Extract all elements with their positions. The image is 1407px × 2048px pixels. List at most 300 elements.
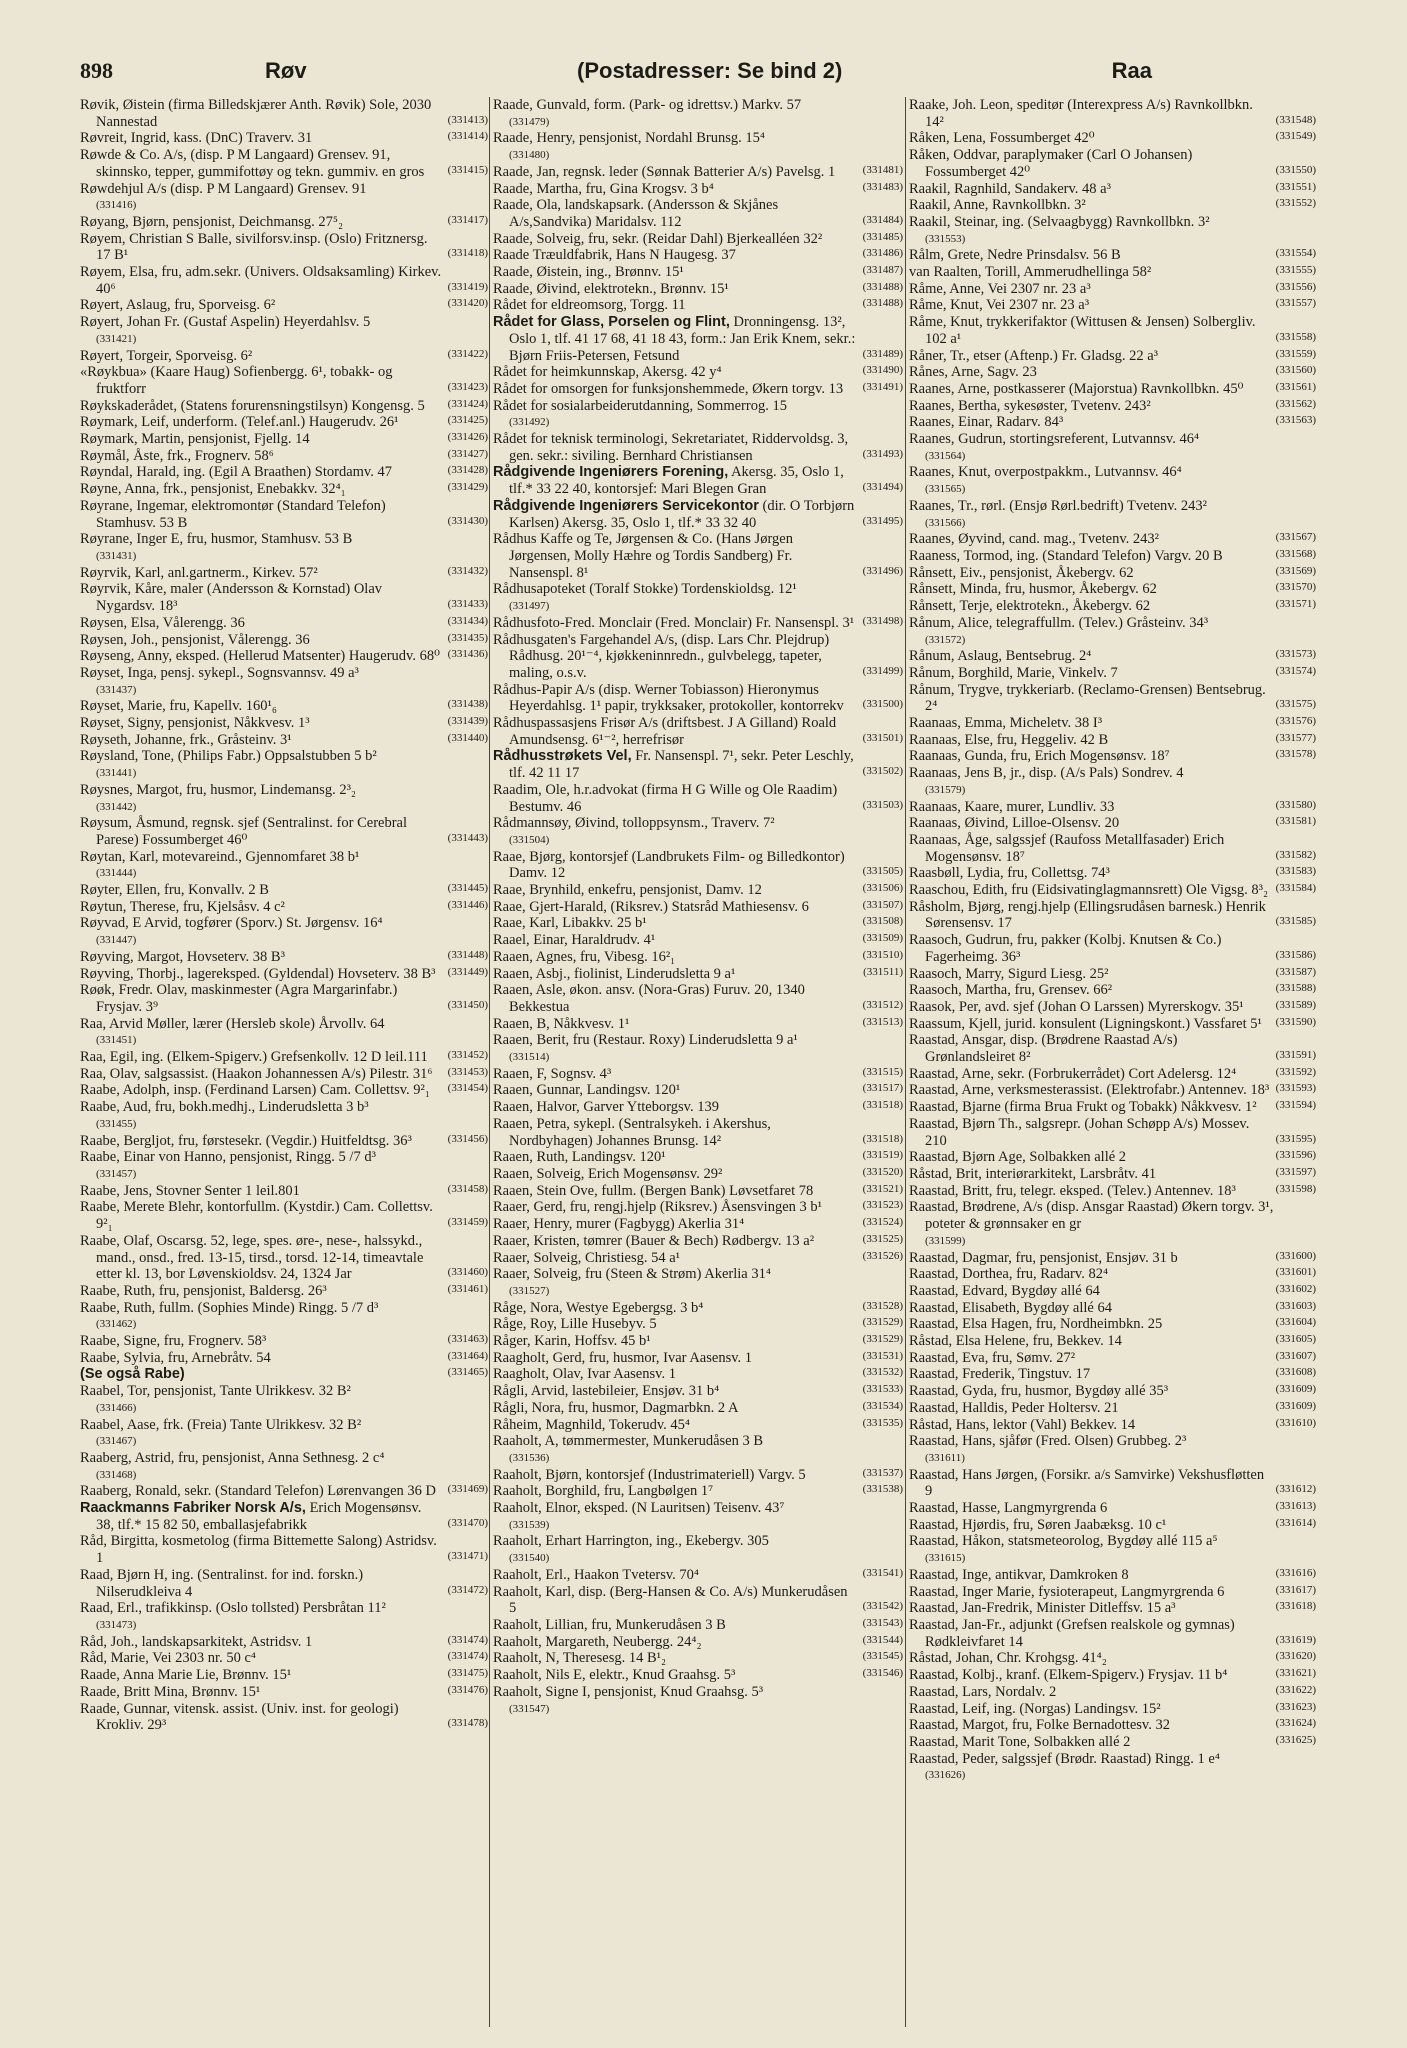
entry-text: Røwdehjul A/s (disp. P M Langaard) Grensev. 91 bbox=[80, 180, 367, 197]
directory-entry bbox=[80, 1183, 488, 1200]
entry-code: (331505) bbox=[862, 865, 903, 878]
entry-text: Raanaas, Kaare, murer, Lundliv. 33 bbox=[909, 798, 1115, 815]
directory-entry bbox=[909, 598, 1316, 615]
directory-entry bbox=[493, 899, 903, 916]
entry-code: (331468) bbox=[96, 1468, 137, 1481]
entry-code: (331475) bbox=[447, 1667, 488, 1680]
entry-code: (331486) bbox=[862, 247, 903, 260]
entry-code: (331572) bbox=[925, 633, 966, 646]
directory-entry bbox=[909, 882, 1316, 899]
entry-code: (331524) bbox=[862, 1216, 903, 1229]
entry-text: Raabe, Jens, Stovner Senter 1 leil.801 bbox=[80, 1182, 300, 1199]
entry-text: Rånum, Alice, telegraffullm. (Telev.) Gråsteinv. 34³ bbox=[909, 614, 1209, 631]
entry-text: Raaen, Solveig, Erich Mogensønsv. 29² bbox=[493, 1166, 723, 1182]
directory-entry bbox=[80, 1099, 488, 1132]
directory-entry bbox=[80, 1199, 488, 1232]
entry-text: Raade, Anna Marie Lie, Brønnv. 15¹ bbox=[80, 1667, 292, 1684]
entry-text: Rånum, Aslaug, Bentsebrug. 2⁴ bbox=[909, 648, 1092, 665]
directory-entry bbox=[493, 1584, 903, 1617]
directory-entry bbox=[80, 314, 488, 347]
entry-code: (331450) bbox=[447, 998, 488, 1011]
directory-entry bbox=[80, 97, 488, 130]
directory-entry bbox=[909, 414, 1316, 431]
entry-code: (331451) bbox=[96, 1034, 137, 1047]
directory-entry bbox=[493, 130, 903, 163]
entry-text: Røyem, Christian S Balle, sivilforsv.insp. (Oslo) Fritznersg. 17 B¹ bbox=[80, 230, 428, 264]
entry-code: (331446) bbox=[447, 898, 488, 911]
entry-code: (331554) bbox=[1275, 247, 1316, 260]
directory-entry bbox=[909, 1734, 1316, 1751]
directory-entry bbox=[80, 982, 488, 1015]
entry-text: Røøk, Fredr. Olav, maskinmester (Agra Margarinfabr.) Frysjav. 3⁹ bbox=[80, 982, 398, 1015]
entry-code: (331427) bbox=[447, 447, 488, 460]
entry-code: (331584) bbox=[1275, 882, 1316, 895]
entry-code: (331615) bbox=[925, 1552, 966, 1565]
directory-entry bbox=[493, 1366, 903, 1383]
entry-text: Røymål, Åste, frk., Frognerv. 58⁶ bbox=[80, 447, 274, 464]
entry-text: Raastad, Margot, fru, Folke Bernadottesv. 32 bbox=[909, 1717, 1170, 1734]
entry-code: (331536) bbox=[509, 1451, 550, 1464]
entry-code: (331422) bbox=[447, 347, 488, 360]
entry-code: (331531) bbox=[862, 1349, 903, 1362]
entry-code: (331570) bbox=[1275, 581, 1316, 594]
entry-text: Råsholm, Bjørg, rengj.hjelp (Ellingsrudåsen barnesk.) Henrik Sørensensv. 17 bbox=[909, 898, 1266, 932]
entry-text: Råge, Nora, Westye Egebergsg. 3 b⁴ bbox=[493, 1299, 704, 1316]
entry-code: (331595) bbox=[1275, 1132, 1316, 1145]
directory-entry bbox=[493, 682, 903, 715]
entry-text: Raaer, Henry, murer (Fagbygg) Akerlia 31⁴ bbox=[493, 1216, 745, 1233]
directory-entry bbox=[493, 398, 903, 431]
directory-entry bbox=[493, 1099, 903, 1116]
entry-code: (331549) bbox=[1275, 130, 1316, 143]
entry-code: (331436) bbox=[447, 648, 488, 661]
entry-code: (331567) bbox=[1275, 531, 1316, 544]
directory-entry bbox=[909, 1366, 1316, 1383]
entry-text: Rådet for Glass, Porselen og Flint, Dronningensg. 13², Oslo 1, tlf. 41 17 68, 41 18 43, form.: Jan Erik Knem, sekr.: Bjørn Friis-Petersen, Fetsund bbox=[493, 314, 856, 364]
entry-code: (331550) bbox=[1275, 163, 1316, 176]
entry-code: (331551) bbox=[1275, 180, 1316, 193]
entry-code: (331506) bbox=[862, 882, 903, 895]
entry-text: Råge, Roy, Lille Husebyv. 5 bbox=[493, 1316, 657, 1333]
entry-text: Raae, Karl, Libakkv. 25 b¹ bbox=[493, 915, 647, 932]
entry-text: Raaholt, Borghild, fru, Langbølgen 1⁷ bbox=[493, 1483, 714, 1500]
entry-text: Røvik, Øistein (firma Billedskjærer Anth. Røvik) Sole, 2030 Nannestad bbox=[80, 97, 432, 130]
entry-code: (331534) bbox=[862, 1399, 903, 1412]
directory-entry bbox=[493, 231, 903, 248]
entry-code: (331588) bbox=[1275, 982, 1316, 995]
entry-text: Rådhuspassasjens Frisør A/s (driftsbest. J A Gilland) Roald Amundsensg. 6¹⁻², herrefrisør bbox=[493, 715, 837, 748]
directory-entry bbox=[493, 1533, 903, 1566]
entry-code: (331575) bbox=[1275, 698, 1316, 711]
entry-text: Raastad, Britt, fru, telegr. eksped. (Telev.) Antennev. 18³ bbox=[909, 1182, 1236, 1199]
directory-entry bbox=[80, 949, 488, 966]
entry-code: (331478) bbox=[447, 1717, 488, 1730]
entry-code: (331415) bbox=[447, 163, 488, 176]
entry-code: (331501) bbox=[862, 731, 903, 744]
entry-code: (331496) bbox=[862, 564, 903, 577]
column-divider bbox=[905, 97, 906, 2027]
entry-text: Rånum, Trygve, trykkeriarb. (Reclamo-Grensen) Bentsebrug. 2⁴ bbox=[909, 681, 1266, 715]
directory-entry bbox=[493, 1350, 903, 1367]
entry-text: Raasok, Per, avd. sjef (Johan O Larssen) Myrerskogv. 35¹ bbox=[909, 998, 1244, 1015]
directory-entry bbox=[493, 1316, 903, 1333]
directory-entry bbox=[909, 1517, 1316, 1534]
entry-text: Raaholt, Bjørn, kontorsjef (Industrimateriell) Vargv. 5 bbox=[493, 1466, 806, 1483]
entry-code: (331563) bbox=[1275, 414, 1316, 427]
entry-code: (331493) bbox=[862, 447, 903, 460]
directory-entry bbox=[909, 1066, 1316, 1083]
entry-text: Raastad, Hans Jørgen, (Forsikr. a/s Samvirke) Vekshusfløtten 9 bbox=[909, 1466, 1265, 1500]
directory-entry bbox=[493, 281, 903, 298]
entry-text: Råd, Joh., landskapsarkitekt, Astridsv. 1 bbox=[80, 1633, 313, 1650]
entry-code: (331579) bbox=[925, 783, 966, 796]
directory-entry bbox=[909, 1751, 1316, 1784]
directory-entry bbox=[909, 565, 1316, 582]
entry-code: (331517) bbox=[862, 1082, 903, 1095]
directory-entry bbox=[909, 1316, 1316, 1333]
directory-entry bbox=[493, 1433, 903, 1466]
entry-text: Råner, Tr., etser (Aftenp.) Fr. Gladsg. 22 a³ bbox=[909, 347, 1159, 364]
entry-text: Raaholt, Karl, disp. (Berg-Hansen & Co. A/s) Munkerudåsen 5 bbox=[493, 1583, 848, 1617]
directory-entry bbox=[80, 297, 488, 314]
entry-code: (331539) bbox=[509, 1518, 550, 1531]
directory-entry bbox=[493, 632, 903, 682]
entry-text: Raaen, Halvor, Garver Ytteborgsv. 139 bbox=[493, 1099, 719, 1116]
entry-code: (331547) bbox=[509, 1702, 550, 1715]
directory-entry bbox=[909, 1199, 1316, 1249]
entry-text: Rådet for eldreomsorg, Torgg. 11 bbox=[493, 297, 686, 314]
directory-entry bbox=[80, 364, 488, 397]
entry-code: (331529) bbox=[862, 1316, 903, 1329]
directory-entry bbox=[909, 1584, 1316, 1601]
entry-text: Raaholt, Elnor, eksped. (N Lauritsen) Teisenv. 43⁷ bbox=[493, 1500, 785, 1517]
directory-entry bbox=[80, 648, 488, 665]
entry-text: Røyert, Torgeir, Sporveisg. 6² bbox=[80, 347, 253, 364]
directory-entry bbox=[909, 966, 1316, 983]
entry-code: (331578) bbox=[1275, 748, 1316, 761]
entry-code: (331568) bbox=[1275, 547, 1316, 560]
directory-entry bbox=[80, 966, 488, 983]
directory-entry bbox=[493, 1684, 903, 1717]
entry-text: Raastad, Bjarne (firma Brua Frukt og Tobakk) Nåkkvesv. 1² bbox=[909, 1099, 1257, 1116]
directory-entry bbox=[80, 1600, 488, 1633]
directory-entry bbox=[80, 849, 488, 882]
entry-code: (331435) bbox=[447, 631, 488, 644]
directory-entry bbox=[909, 1183, 1316, 1200]
entry-code: (331443) bbox=[447, 831, 488, 844]
directory-entry bbox=[909, 1533, 1316, 1566]
directory-entry bbox=[909, 999, 1316, 1016]
entry-code: (331426) bbox=[447, 431, 488, 444]
entry-text: Råd, Birgitta, kosmetolog (firma Bittemette Salong) Astridsv. 1 bbox=[80, 1533, 437, 1567]
entry-code: (331529) bbox=[862, 1333, 903, 1346]
entry-code: (331585) bbox=[1275, 915, 1316, 928]
directory-entry bbox=[493, 1417, 903, 1434]
entry-code: (331546) bbox=[862, 1667, 903, 1680]
entry-code: (331455) bbox=[96, 1117, 137, 1130]
entry-text: Raastad, Bjørn Age, Solbakken allé 2 bbox=[909, 1149, 1127, 1166]
entry-code: (331481) bbox=[862, 163, 903, 176]
directory-entry bbox=[80, 1016, 488, 1049]
directory-entry bbox=[80, 732, 488, 749]
entry-code: (331472) bbox=[447, 1583, 488, 1596]
entry-code: (331497) bbox=[509, 600, 550, 613]
directory-entry bbox=[80, 348, 488, 365]
directory-entry bbox=[493, 1216, 903, 1233]
entry-code: (331485) bbox=[862, 230, 903, 243]
directory-entry bbox=[80, 464, 488, 481]
directory-entry bbox=[909, 464, 1316, 497]
entry-code: (331623) bbox=[1275, 1700, 1316, 1713]
entry-code: (331474) bbox=[447, 1633, 488, 1646]
directory-entry bbox=[909, 1266, 1316, 1283]
entry-text: Raanaas, Else, fru, Heggeliv. 42 B bbox=[909, 731, 1109, 748]
directory-entry bbox=[80, 1066, 488, 1083]
entry-text: Raaness, Tormod, ing. (Standard Telefon) Vargv. 20 B bbox=[909, 547, 1223, 564]
entry-code: (331508) bbox=[862, 915, 903, 928]
directory-entry bbox=[80, 1634, 488, 1651]
entry-code: (331417) bbox=[447, 213, 488, 226]
directory-entry bbox=[493, 815, 903, 848]
directory-entry bbox=[493, 1032, 903, 1065]
directory-entry bbox=[493, 1016, 903, 1033]
entry-text: Røyter, Ellen, fru, Konvallv. 2 B bbox=[80, 882, 269, 899]
entry-text: Raae, Bjørg, kontorsjef (Landbrukets Film- og Billedkontor) Damv. 12 bbox=[493, 848, 845, 882]
entry-text: Raastad, Arne, sekr. (Forbrukerrådet) Cort Adelersg. 12⁴ bbox=[909, 1065, 1237, 1082]
directory-entry bbox=[80, 1450, 488, 1483]
directory-entry bbox=[80, 1333, 488, 1350]
entry-text: Raade, Martha, fru, Gina Krogsv. 3 b⁴ bbox=[493, 180, 714, 197]
entry-text: Raagholt, Olav, Ivar Aasensv. 1 bbox=[493, 1366, 676, 1383]
entry-text: Rådet for teknisk terminologi, Sekretariatet, Riddervoldsg. 3, gen. sekr.: siviling. Bernhard Christiansen bbox=[493, 431, 849, 464]
entry-code: (331448) bbox=[447, 948, 488, 961]
entry-code: (331439) bbox=[447, 715, 488, 728]
entry-code: (331421) bbox=[96, 332, 137, 345]
entry-code: (331463) bbox=[447, 1333, 488, 1346]
directory-entry bbox=[80, 1233, 488, 1283]
directory-entry bbox=[909, 1166, 1316, 1183]
entry-code: (331596) bbox=[1275, 1149, 1316, 1162]
entry-code: (331489) bbox=[862, 347, 903, 360]
entry-text: Raastad, Edvard, Bygdøy allé 64 bbox=[909, 1282, 1100, 1299]
entry-code: (331518) bbox=[862, 1099, 903, 1112]
entry-text: Røyset, Marie, fru, Kapellv. 160¹₆ bbox=[80, 698, 277, 715]
entry-text: Raaen, Petra, sykepl. (Sentralsykeh. i Akershus, Nordbyhagen) Johannes Brunsg. 14² bbox=[493, 1115, 771, 1149]
entry-text: Røymark, Leif, underform. (Telef.anl.) Haugerudv. 26¹ bbox=[80, 414, 399, 431]
entry-text: Raaholt, Erl., Haakon Tvetersv. 70⁴ bbox=[493, 1566, 699, 1583]
directory-entry bbox=[493, 1400, 903, 1417]
entry-text: Raastad, Lars, Nordalv. 2 bbox=[909, 1683, 1057, 1700]
entry-code: (331470) bbox=[447, 1516, 488, 1529]
directory-entry bbox=[909, 1149, 1316, 1166]
entry-code: (331487) bbox=[862, 264, 903, 277]
directory-entry bbox=[909, 431, 1316, 464]
entry-text: Raackmanns Fabriker Norsk A/s, Erich Mogensønsv. 38, tlf.* 15 82 50, emballasjefabrikk bbox=[80, 1500, 422, 1533]
entry-text: Røysen, Joh., pensjonist, Vålerengg. 36 bbox=[80, 631, 310, 648]
column-divider bbox=[489, 97, 490, 2027]
directory-entry bbox=[80, 1283, 488, 1300]
entry-code: (331604) bbox=[1275, 1316, 1316, 1329]
entry-text: Rådhusapoteket (Toralf Stokke) Tordenskioldsg. 12¹ bbox=[493, 581, 797, 598]
entry-text: Råd, Marie, Vei 2303 nr. 50 c⁴ bbox=[80, 1650, 256, 1667]
directory-entry bbox=[909, 197, 1316, 214]
entry-code: (331449) bbox=[447, 965, 488, 978]
directory-entry bbox=[909, 1333, 1316, 1350]
directory-entry bbox=[493, 715, 903, 748]
entry-code: (331424) bbox=[447, 397, 488, 410]
entry-text: Raael, Einar, Haraldrudv. 4¹ bbox=[493, 932, 656, 949]
header-center: (Postadresser: Se bind 2) bbox=[577, 58, 843, 83]
entry-text: Raade, Henry, pensjonist, Nordahl Brunsg. 15⁴ bbox=[493, 130, 765, 147]
directory-entry bbox=[80, 1133, 488, 1150]
entry-code: (331510) bbox=[862, 948, 903, 961]
entry-code: (331589) bbox=[1275, 998, 1316, 1011]
directory-entry bbox=[80, 1417, 488, 1450]
entry-text: «Røykbua» (Kaare Haug) Sofienbergg. 6¹, tobakk- og fruktforr bbox=[80, 364, 393, 397]
directory-entry bbox=[909, 264, 1316, 281]
directory-entry bbox=[493, 97, 903, 130]
entry-text: Raaholt, Margareth, Neubergg. 24⁴₂ bbox=[493, 1633, 702, 1650]
directory-entry bbox=[493, 1650, 903, 1667]
directory-entry bbox=[493, 1333, 903, 1350]
entry-code: (331488) bbox=[862, 297, 903, 310]
entry-code: (331491) bbox=[862, 380, 903, 393]
entry-code: (331553) bbox=[925, 232, 966, 245]
entry-text: Raanaas, Åge, salgssjef (Raufoss Metallfasader) Erich Mogensønsv. 18⁷ bbox=[909, 831, 1225, 865]
entry-code: (331442) bbox=[96, 800, 137, 813]
entry-text: Raastad, Gyda, fru, husmor, Bygdøy allé 35³ bbox=[909, 1383, 1169, 1400]
entry-code: (331518) bbox=[862, 1132, 903, 1145]
entry-code: (331499) bbox=[862, 664, 903, 677]
entry-text: Råken, Lena, Fossumberget 42⁰ bbox=[909, 130, 1095, 147]
directory-entry bbox=[80, 498, 488, 531]
directory-entry bbox=[80, 1500, 488, 1533]
entry-text: Raade, Solveig, fru, sekr. (Reidar Dahl) Bjerkealléen 32² bbox=[493, 230, 823, 247]
entry-code: (331527) bbox=[509, 1284, 550, 1297]
directory-entry bbox=[909, 1433, 1316, 1466]
entry-code: (331611) bbox=[925, 1451, 965, 1464]
entry-text: (Se også Rabe) bbox=[80, 1366, 185, 1383]
entry-text: Raaberg, Astrid, fru, pensjonist, Anna Sethnesg. 2 c⁴ bbox=[80, 1449, 385, 1466]
entry-text: Raabe, Sylvia, fru, Arnebråtv. 54 bbox=[80, 1349, 271, 1366]
entry-text: Raanaas, Emma, Micheletv. 38 I³ bbox=[909, 715, 1103, 732]
directory-entry bbox=[909, 1300, 1316, 1317]
entry-code: (331581) bbox=[1275, 815, 1316, 828]
directory-entry bbox=[909, 1082, 1316, 1099]
directory-entry bbox=[909, 381, 1316, 398]
entry-code: (331616) bbox=[1275, 1566, 1316, 1579]
directory-entry bbox=[909, 548, 1316, 565]
entry-text: Raake, Joh. Leon, speditør (Interexpress A/s) Ravnkollbkn. 14² bbox=[909, 97, 1253, 130]
directory-entry bbox=[493, 1467, 903, 1484]
entry-code: (331613) bbox=[1275, 1500, 1316, 1513]
entry-text: Raaen, Asbj., fiolinist, Linderudsletta 9 a¹ bbox=[493, 965, 736, 982]
entry-text: Raa, Olav, salgsassist. (Haakon Johannessen A/s) Pilestr. 31⁶ bbox=[80, 1065, 433, 1082]
entry-code: (331573) bbox=[1275, 648, 1316, 661]
entry-code: (331465) bbox=[447, 1366, 488, 1379]
entry-text: Raad, Bjørn H, ing. (Sentralinst. for ind. forskn.) Nilserudkleiva 4 bbox=[80, 1566, 364, 1600]
directory-entry bbox=[909, 899, 1316, 932]
entry-code: (331469) bbox=[447, 1483, 488, 1496]
entry-text: Raastad, Dorthea, fru, Radarv. 82⁴ bbox=[909, 1266, 1108, 1283]
page-header bbox=[80, 58, 1357, 92]
entry-code: (331523) bbox=[862, 1199, 903, 1212]
directory-entry bbox=[493, 1183, 903, 1200]
entry-code: (331586) bbox=[1275, 948, 1316, 961]
entry-text: Raastad, Jan-Fredrik, Minister Ditleffsv. 15 a³ bbox=[909, 1600, 1176, 1617]
entry-code: (331556) bbox=[1275, 280, 1316, 293]
entry-code: (331498) bbox=[862, 614, 903, 627]
entry-text: Rånes, Arne, Sagv. 23 bbox=[909, 364, 1037, 381]
entry-text: Røyne, Anna, frk., pensjonist, Enebakkv. 32⁴₁ bbox=[80, 481, 346, 498]
directory-entry bbox=[80, 1650, 488, 1667]
directory-entry bbox=[80, 1667, 488, 1684]
entry-text: Raaen, Asle, økon. ansv. (Nora-Gras) Furuv. 20, 1340 Bekkestua bbox=[493, 982, 805, 1015]
entry-text: Raade, Gunnar, vitensk. assist. (Univ. inst. for geologi) Krokliv. 29³ bbox=[80, 1700, 399, 1734]
entry-text: Raaen, Agnes, fru, Vibesg. 16²₁ bbox=[493, 948, 676, 965]
entry-code: (331594) bbox=[1275, 1099, 1316, 1112]
directory-entry bbox=[909, 531, 1316, 548]
directory-entry bbox=[80, 1567, 488, 1600]
entry-code: (331625) bbox=[1275, 1733, 1316, 1746]
entry-text: Røysen, Elsa, Vålerengg. 36 bbox=[80, 614, 245, 631]
entry-text: Raae, Gjert-Harald, (Riksrev.) Statsråd Mathiesensv. 6 bbox=[493, 898, 809, 915]
entry-text: Rådhusstrøkets Vel, Fr. Nansenspl. 7¹, sekr. Peter Leschly, tlf. 42 11 17 bbox=[493, 748, 854, 782]
entry-text: Råheim, Magnhild, Tokerudv. 45⁴ bbox=[493, 1416, 690, 1433]
entry-text: Rålm, Grete, Nedre Prinsdalsv. 56 B bbox=[909, 247, 1121, 264]
directory-entry bbox=[909, 1350, 1316, 1367]
entry-text: Rågli, Nora, fru, husmor, Dagmarbkn. 2 A bbox=[493, 1399, 739, 1416]
entry-code: (331602) bbox=[1275, 1282, 1316, 1295]
entry-text: Røysland, Tone, (Philips Fabr.) Oppsalstubben 5 b² bbox=[80, 748, 377, 765]
directory-entry bbox=[493, 1082, 903, 1099]
directory-entry bbox=[80, 264, 488, 297]
directory-entry bbox=[909, 97, 1316, 130]
entry-text: Raaen, Gunnar, Landingsv. 120¹ bbox=[493, 1082, 681, 1099]
directory-entry bbox=[80, 632, 488, 649]
entry-text: Rånsett, Minda, fru, husmor, Åkebergv. 62 bbox=[909, 581, 1157, 598]
entry-code: (331574) bbox=[1275, 664, 1316, 677]
entry-text: Rånum, Borghild, Marie, Vinkelv. 7 bbox=[909, 664, 1118, 681]
directory-entry bbox=[909, 1099, 1316, 1116]
entry-text: Rådhus-Papir A/s (disp. Werner Tobiasson) Hieronymus Heyerdahlsg. 1¹ papir, trykksaker, protokoller, kontorrekv bbox=[493, 681, 844, 715]
entry-code: (331620) bbox=[1275, 1650, 1316, 1663]
entry-code: (331599) bbox=[925, 1234, 966, 1247]
entry-code: (331416) bbox=[96, 199, 137, 212]
entry-code: (331624) bbox=[1275, 1717, 1316, 1730]
directory-entry bbox=[493, 849, 903, 882]
entry-text: Raanes, Einar, Radarv. 84³ bbox=[909, 414, 1064, 431]
entry-text: Rådmannsøy, Øivind, tolloppsynsm., Traverv. 7² bbox=[493, 815, 775, 832]
directory-entry bbox=[909, 682, 1316, 715]
directory-entry bbox=[493, 782, 903, 815]
entry-code: (331512) bbox=[862, 998, 903, 1011]
entry-code: (331474) bbox=[447, 1650, 488, 1663]
entry-text: Raanes, Gudrun, stortingsreferent, Lutvannsv. 46⁴ bbox=[909, 431, 1200, 448]
directory-entry bbox=[80, 581, 488, 614]
entry-code: (331580) bbox=[1275, 798, 1316, 811]
entry-code: (331520) bbox=[862, 1166, 903, 1178]
directory-entry bbox=[493, 581, 903, 614]
entry-text: Raastad, Kolbj., kranf. (Elkem-Spigerv.) Frysjav. 11 b⁴ bbox=[909, 1667, 1228, 1684]
entry-code: (331430) bbox=[447, 514, 488, 527]
entry-text: Raasoch, Martha, fru, Grensev. 66² bbox=[909, 982, 1113, 999]
entry-code: (331423) bbox=[447, 380, 488, 393]
entry-code: (331560) bbox=[1275, 364, 1316, 377]
directory-entry bbox=[493, 982, 903, 1015]
entry-text: Røyvad, E Arvid, togfører (Sporv.) St. Jørgensv. 16⁴ bbox=[80, 915, 383, 932]
entry-code: (331429) bbox=[447, 481, 488, 494]
